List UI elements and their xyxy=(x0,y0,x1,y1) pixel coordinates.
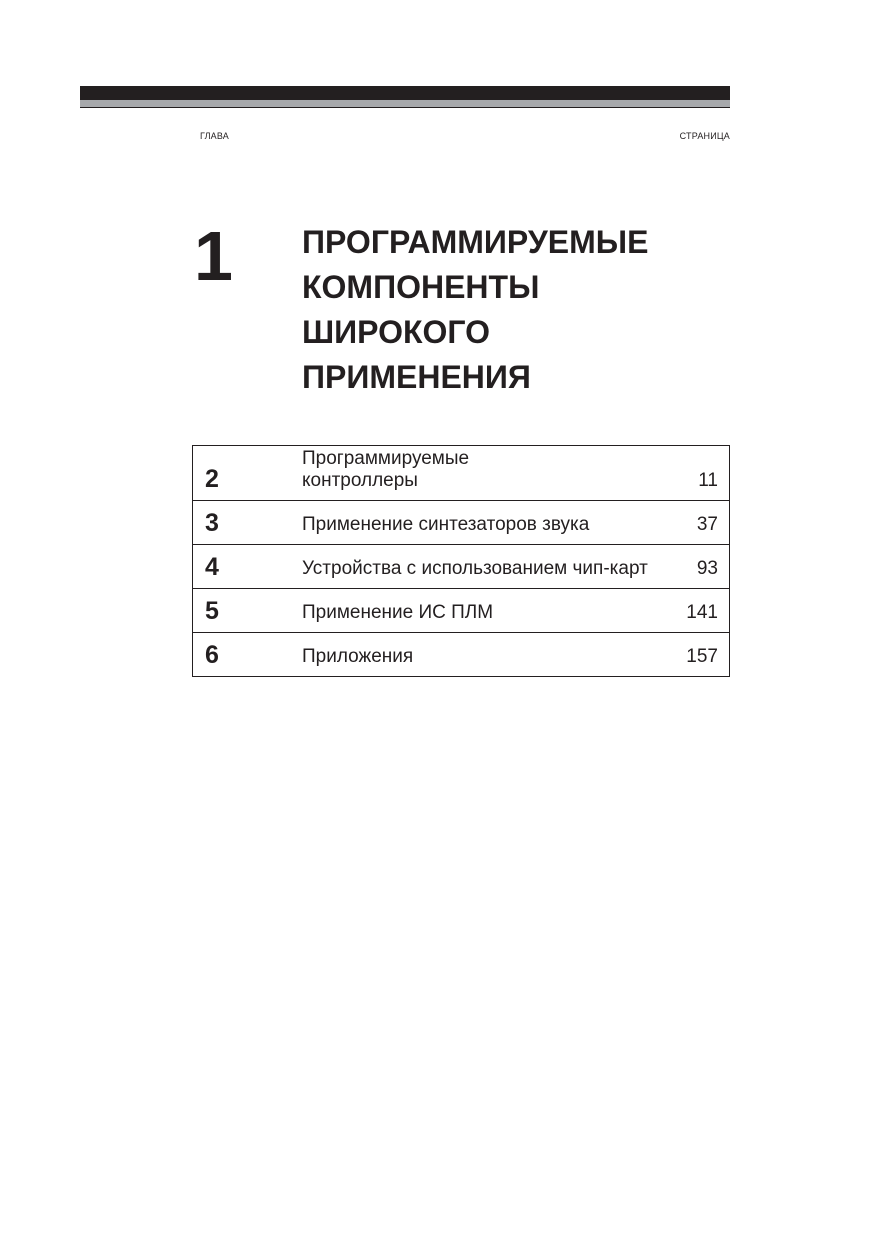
toc-chapter-title xyxy=(302,448,682,492)
toc-chapter-number: 5 xyxy=(205,597,219,625)
toc-page-number: 141 xyxy=(686,602,718,623)
toc-chapter-title xyxy=(302,646,682,668)
chapter-title-line: КОМПОНЕНТЫ xyxy=(302,269,540,305)
page-column-label: СТРАНИЦА xyxy=(679,131,730,141)
chapter-title-line: ПРОГРАММИРУЕМЫЕ xyxy=(302,224,649,260)
chapter-title-line: ШИРОКОГО xyxy=(302,314,490,350)
header-bar-rule xyxy=(80,107,730,108)
toc-title-line: контроллеры xyxy=(302,470,418,491)
toc-page-number: 93 xyxy=(696,558,718,579)
toc-row[interactable] xyxy=(193,544,729,588)
toc-chapter-title xyxy=(302,558,682,580)
toc-page-number: 37 xyxy=(696,514,718,535)
header-bar-black xyxy=(80,86,730,100)
toc-chapter-number: 3 xyxy=(205,509,219,537)
toc-chapter-number: 2 xyxy=(205,465,219,493)
toc-page-number: 157 xyxy=(686,646,718,667)
toc-chapter-title xyxy=(302,514,682,536)
toc-chapter-number: 6 xyxy=(205,641,219,669)
header-bar-grey xyxy=(80,100,730,107)
toc-row[interactable] xyxy=(193,632,729,676)
chapter-number: 1 xyxy=(194,217,231,295)
toc-row[interactable] xyxy=(193,446,729,500)
toc-title-line: Применение синтезаторов звука xyxy=(302,514,590,535)
toc-page-number: 11 xyxy=(698,470,718,491)
toc-row[interactable] xyxy=(193,500,729,544)
chapter-title xyxy=(302,220,722,400)
toc-title-line: Устройства с использованием чип-карт xyxy=(302,558,648,579)
toc-row[interactable] xyxy=(193,588,729,632)
table-of-contents xyxy=(192,445,730,677)
toc-chapter-title xyxy=(302,602,682,624)
toc-chapter-number: 4 xyxy=(205,553,219,581)
chapter-column-label: ГЛАВА xyxy=(200,131,229,141)
chapter-title-line: ПРИМЕНЕНИЯ xyxy=(302,359,531,395)
toc-title-line: Программируемые xyxy=(302,448,470,469)
toc-title-line: Приложения xyxy=(302,646,414,667)
toc-title-line: Применение ИС ПЛМ xyxy=(302,602,494,623)
